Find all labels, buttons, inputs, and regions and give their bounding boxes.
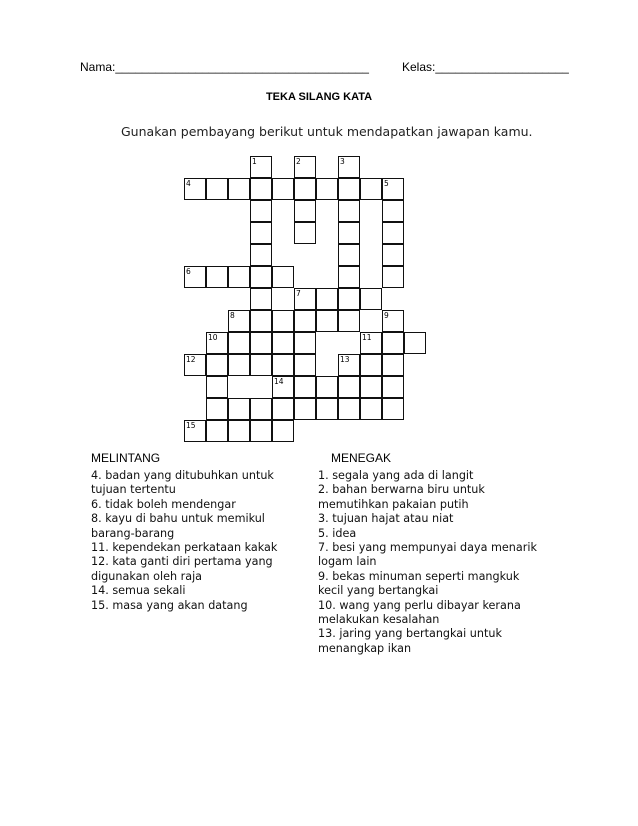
name-label: Nama:______________________________________ <box>80 60 369 74</box>
crossword-cell[interactable] <box>228 266 250 288</box>
clue-number: 8 <box>230 311 235 320</box>
crossword-cell[interactable] <box>338 310 360 332</box>
crossword-cell[interactable] <box>272 398 294 420</box>
crossword-cell[interactable] <box>250 332 272 354</box>
crossword-cell[interactable] <box>228 354 250 376</box>
clue-line: 1. segala yang ada di langit <box>318 469 474 482</box>
crossword-cell[interactable] <box>316 376 338 398</box>
clue-number: 5 <box>384 179 389 188</box>
clue-line: 12. kata ganti diri pertama yang <box>91 555 273 569</box>
crossword-cell[interactable] <box>316 178 338 200</box>
crossword-cell[interactable] <box>272 354 294 376</box>
crossword-cell[interactable] <box>228 398 250 420</box>
crossword-cell[interactable] <box>382 244 404 266</box>
clue-line: 14. semua sekali <box>91 584 186 598</box>
clue-line: 10. wang yang perlu dibayar kerana <box>318 598 521 612</box>
clue-line: menangkap ikan <box>318 641 412 655</box>
clue-line: 6. tidak boleh mendengar <box>91 497 236 511</box>
crossword-cell[interactable] <box>360 376 382 398</box>
crossword-cell[interactable] <box>382 266 404 288</box>
clue-number: 11 <box>362 333 372 342</box>
crossword-cell[interactable] <box>382 200 404 222</box>
crossword-cell[interactable] <box>382 398 404 420</box>
page-title: TEKA SILANG KATA <box>265 91 373 103</box>
clue-line: 15. masa yang akan datang <box>91 598 248 612</box>
across-heading: MELINTANG <box>91 451 161 465</box>
crossword-cell[interactable] <box>250 222 272 244</box>
crossword-cell[interactable] <box>382 222 404 244</box>
crossword-cell[interactable] <box>294 398 316 420</box>
crossword-cell[interactable] <box>294 354 316 376</box>
crossword-cell[interactable] <box>228 332 250 354</box>
crossword-cell[interactable] <box>294 376 316 398</box>
clue-number: 4 <box>186 179 191 188</box>
crossword-cell[interactable] <box>206 398 228 420</box>
clue-number: 6 <box>186 267 191 276</box>
crossword-cell[interactable] <box>272 266 294 288</box>
clue-line: 4. badan yang ditubuhkan untuk <box>91 469 274 482</box>
crossword-cell[interactable] <box>250 200 272 222</box>
clue-line: 2. bahan berwarna biru untuk <box>318 483 485 497</box>
crossword-cell[interactable] <box>250 266 272 288</box>
crossword-cell[interactable] <box>250 420 272 442</box>
clue-line: barang-barang <box>91 526 175 540</box>
crossword-cell[interactable] <box>228 420 250 442</box>
crossword-cell[interactable] <box>228 178 250 200</box>
crossword-cell[interactable] <box>316 310 338 332</box>
clue-number: 7 <box>296 289 301 298</box>
crossword-cell[interactable] <box>250 354 272 376</box>
clue-line: 8. kayu di bahu untuk memikul <box>91 512 265 526</box>
crossword-cell[interactable] <box>338 266 360 288</box>
crossword-cell[interactable] <box>360 354 382 376</box>
down-clue-list <box>318 469 537 656</box>
clue-line: memutihkan pakaian putih <box>318 497 469 511</box>
crossword-cell[interactable] <box>250 288 272 310</box>
crossword-cell[interactable] <box>338 376 360 398</box>
crossword-cell[interactable] <box>272 332 294 354</box>
crossword-cell[interactable] <box>250 398 272 420</box>
crossword-cell[interactable] <box>382 354 404 376</box>
clue-number: 14 <box>274 377 284 386</box>
clue-line: 3. tujuan hajat atau niat <box>318 512 454 526</box>
crossword-cell[interactable] <box>250 178 272 200</box>
crossword-cell[interactable] <box>338 178 360 200</box>
crossword-cell[interactable] <box>294 222 316 244</box>
crossword-cell[interactable] <box>382 332 404 354</box>
crossword-cell[interactable] <box>206 420 228 442</box>
crossword-cell[interactable] <box>338 222 360 244</box>
crossword-cell[interactable] <box>294 178 316 200</box>
crossword-cell[interactable] <box>250 244 272 266</box>
clue-number: 9 <box>384 311 389 320</box>
crossword-cell[interactable] <box>338 200 360 222</box>
crossword-cell[interactable] <box>338 288 360 310</box>
clue-line: melakukan kesalahan <box>318 613 440 627</box>
crossword-cell[interactable] <box>206 354 228 376</box>
crossword-cell[interactable] <box>382 376 404 398</box>
clue-number: 13 <box>340 355 350 364</box>
crossword-cell[interactable] <box>360 178 382 200</box>
down-heading: MENEGAK <box>331 451 392 465</box>
crossword-cell[interactable] <box>338 244 360 266</box>
crossword-cell[interactable] <box>294 332 316 354</box>
clue-line: kecil yang bertangkai <box>318 584 439 598</box>
clue-line: 7. besi yang mempunyai daya menarik <box>318 541 537 555</box>
clue-number: 15 <box>186 421 196 430</box>
crossword-cell[interactable] <box>250 310 272 332</box>
class-label: Kelas:____________________ <box>402 60 569 74</box>
clue-line: 11. kependekan perkataan kakak <box>91 541 278 555</box>
clue-number: 1 <box>252 157 257 166</box>
clue-line: logam lain <box>318 555 377 569</box>
clue-line: digunakan oleh raja <box>91 569 203 583</box>
clue-number: 3 <box>340 157 345 166</box>
crossword-cell[interactable] <box>404 332 426 354</box>
crossword-cell[interactable] <box>272 310 294 332</box>
crossword-cell[interactable] <box>360 398 382 420</box>
clue-line: 9. bekas minuman seperti mangkuk <box>318 569 520 583</box>
crossword-cell[interactable] <box>294 310 316 332</box>
instruction-text: Gunakan pembayang berikut untuk mendapatkan jawapan kamu. <box>121 124 533 139</box>
crossword-cell[interactable] <box>316 398 338 420</box>
clue-number: 10 <box>208 333 218 342</box>
crossword-cell[interactable] <box>316 288 338 310</box>
across-clue-list <box>91 469 277 613</box>
clue-line: tujuan tertentu <box>91 483 176 497</box>
crossword-cell[interactable] <box>360 288 382 310</box>
crossword-cell[interactable] <box>272 420 294 442</box>
crossword-cell[interactable] <box>206 266 228 288</box>
crossword-cell[interactable] <box>272 178 294 200</box>
clue-number: 2 <box>296 157 301 166</box>
crossword-cell[interactable] <box>206 178 228 200</box>
crossword-cell[interactable] <box>338 398 360 420</box>
crossword-cell[interactable] <box>294 200 316 222</box>
clue-line: 5. idea <box>318 526 357 540</box>
clue-number: 12 <box>186 355 196 364</box>
clue-line: 13. jaring yang bertangkai untuk <box>318 627 502 641</box>
crossword-cell[interactable] <box>206 376 228 398</box>
